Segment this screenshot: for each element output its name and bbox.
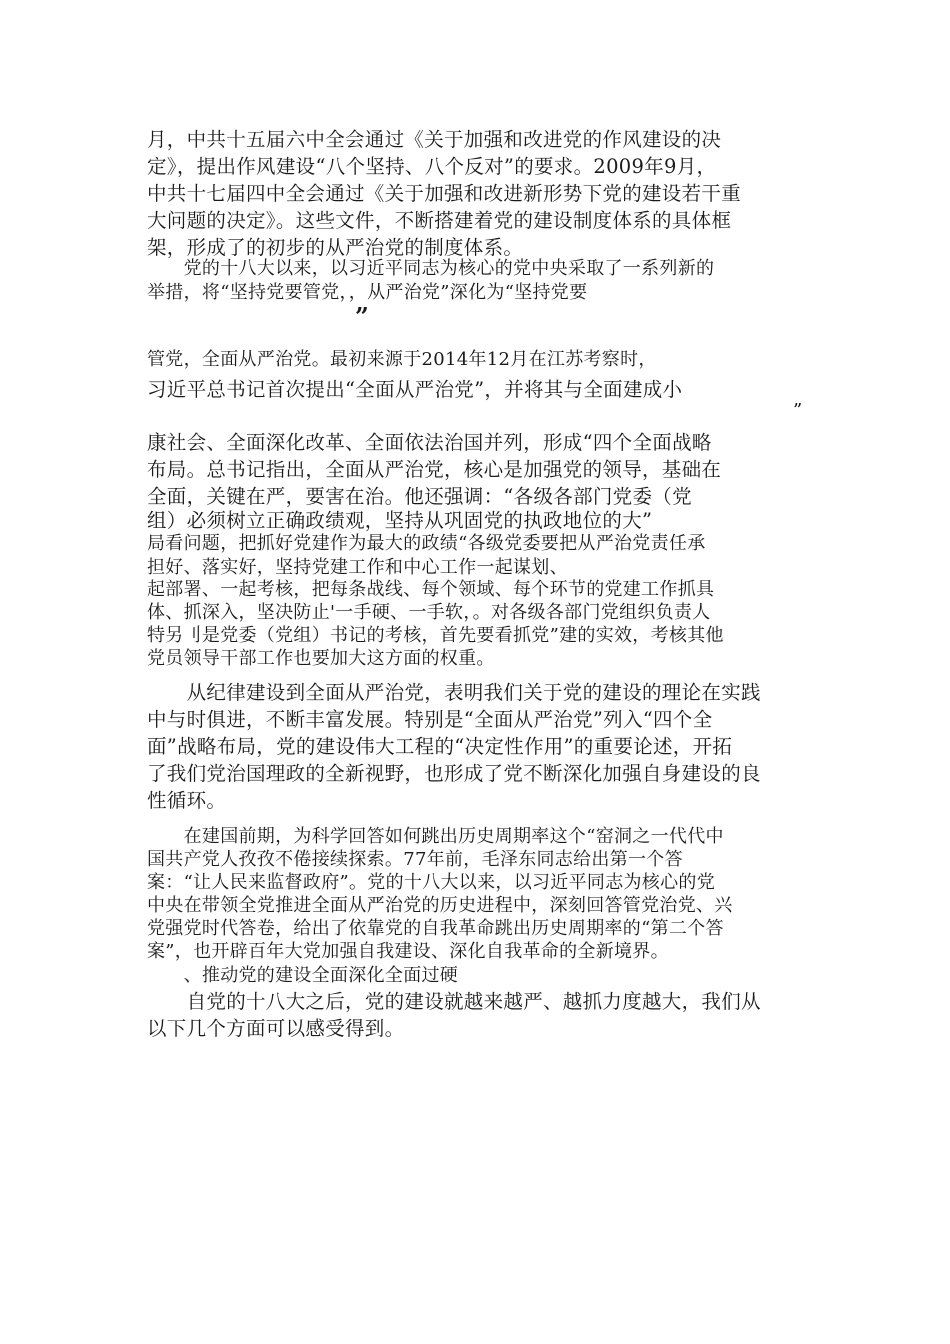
text-line-20: 从纪律建设到全面从严治党，表明我们关于党的建设的理论在实践 [147, 681, 761, 704]
text-line-8: 管党，全面从严治党。最初来源于2014年12月在江苏考察时， [147, 349, 657, 370]
text-line-14: 局看问题，把抓好党建作为最大的政绩“各级党委要把从严治党责任承 [147, 533, 706, 554]
text-line-23: 了我们党治国理政的全新视野，也形成了党不断深化加强自身建设的良 [147, 762, 761, 785]
text-line-11: 布局。总书记指出，全面从严治党，核心是加强党的领导，基础在 [147, 458, 722, 481]
text-line-7: 举措，将“坚持党要管党，，从严治党”深化为“坚持党要 [147, 282, 588, 303]
text-line-15: 担好、落实好，坚持党建工作和中心工作一起谋划、 [147, 557, 568, 578]
text-line-22: 面”战略布局，党的建设伟大工程的“决定性作用”的重要论述，开拓 [147, 735, 733, 758]
text-line-32: 自党的十八大之后，党的建设就越来越严、越抓力度越大，我们从 [147, 990, 761, 1013]
text-line-24: 性循环。 [147, 789, 227, 812]
text-line-18: 特另刂是党委（党组）书记的考核，首先要看抓党”建的实效，考核其他 [147, 625, 724, 646]
text-line-1: 月，中共十五届六中全会通过《关于加强和改进党的作风建设的决 [147, 128, 722, 151]
text-line-29: 党强党时代答卷，给出了依靠党的自我革命跳出历史周期率的“第二个答 [147, 918, 724, 939]
text-line-25: 在建国前期，为科学回答如何跳出历史周期率这个“窑洞之一代代中 [147, 826, 724, 847]
text-line-21: 中与时俱进，不断丰富发展。特别是“全面从严治党”列入“四个全 [147, 708, 713, 731]
text-line-5: 架，形成了的初步的从严治党的制度体系。 [147, 236, 524, 259]
text-line-16: 起部署、一起考核，把每条战线、每个领域、每个环节的党建工作抓具 [147, 579, 715, 600]
text-line-33: 以下几个方面可以感受得到。 [147, 1017, 405, 1040]
text-line-10: 康社会、全面深化改革、全面依法治国并列，形成“四个全面战略 [147, 431, 712, 454]
text-line-31: 、推动党的建设全面深化全面过硬 [147, 965, 459, 986]
text-line-13: 组）必须树立正确政绩观，坚持从巩固党的执政地位的大” [147, 509, 653, 532]
text-line-30: 案”，也开辟百年大党加强自我建设、深化自我革命的全新境界。 [147, 941, 669, 962]
text-line-4: 大问题的决定》。这些文件，不断搭建着党的建设制度体系的具体框 [147, 209, 732, 232]
text-line-9: 习近平总书记首次提出“全面从严治党”，并将其与全面建成小 [147, 378, 683, 401]
text-line-28: 中央在带领全党推进全面从严治党的历史进程中，深刻回答管党治党、兴 [147, 895, 733, 916]
text-line-19: 党员领导干部工作也要加大这方面的权重。 [147, 648, 495, 669]
text-line-6: 党的十八大以来，以习近平同志为核心的党中央采取了一系列新的 [147, 258, 715, 279]
text-line-2: 定》，提出作风建设“八个坚持、八个反对”的要求。2009年9月， [147, 155, 717, 178]
text-line-12: 全面，关键在严，要害在治。他还强调：“各级各部门党委（党 [147, 485, 692, 508]
text-line-3: 中共十七届四中全会通过《关于加强和改进新形势下党的建设若干重 [147, 182, 742, 205]
stray-quote-1: ” [355, 302, 369, 331]
text-line-26: 国共产党人孜孜不倦接续探索。77年前，毛泽东同志给出第一个答 [147, 849, 683, 870]
stray-quote-2: ” [793, 400, 803, 421]
text-line-17: 体、抓深入，坚决防止'一手硬、一手软，。对各级各部门党组织负责人 [147, 602, 711, 623]
text-line-27: 案：“让人民来监督政府”。党的十八大以来，以习近平同志为核心的党 [147, 872, 716, 893]
